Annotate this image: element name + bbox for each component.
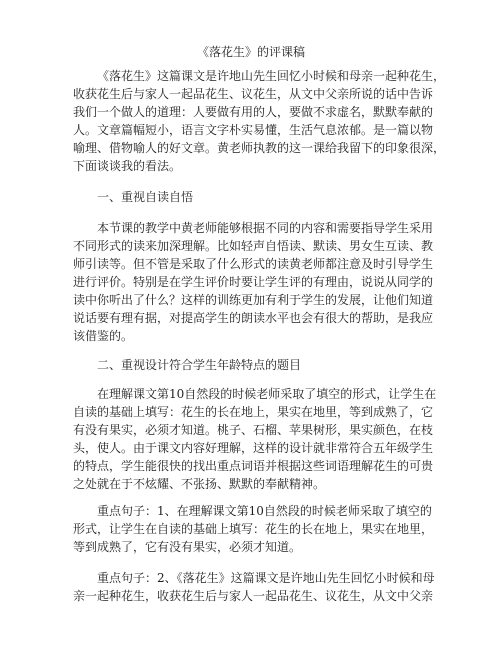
text-line: 人。文章篇幅短小，语言文字朴实易懂，生活气息浓郁。是一篇以物 — [73, 123, 434, 137]
text-line: 该借鉴的。 — [73, 329, 134, 343]
text-line: 头，使人。由于课文内容好理解，这样的设计就非常符合五年级学生 — [73, 441, 434, 455]
text-line: 说话要有理有据，对提高学生的朗读水平也会有很大的帮助，是我应 — [73, 311, 434, 325]
text-line: 重点句子：1、在理解课文第10自然段的时候老师采取了填空的 — [97, 504, 432, 518]
section-heading: 二、重视设计符合学生年龄特点的题目 — [97, 358, 302, 372]
text-line: 形式，让学生在自读的基础上填写：花生的长在地上，果实在地里， — [73, 522, 434, 536]
text-line: 亲一起种花生，收获花生后与家人一起品花生、议花生，从文中父亲 — [73, 589, 434, 603]
text-line: 有没有果实，必须才知道。桃子、石榴、苹果树形，果实颜色，在枝 — [73, 423, 434, 437]
text-line: 的特点，学生能很快的找出重点词语并根据这些词语理解花生的可贵 — [73, 459, 434, 473]
section-heading: 一、重视自读自悟 — [97, 190, 194, 204]
text-line: 我们一个做人的道理：人要做有用的人，要做不求虚名，默默奉献的 — [73, 105, 434, 119]
text-line: 《落花生》这篇课文是许地山先生回忆小时候和母亲一起种花生， — [97, 69, 446, 83]
text-line: 不同形式的读来加深理解。比如轻声自悟读、默读、男女生互读、教 — [73, 239, 434, 253]
text-line: 等到成熟了，它有没有果实，必须才知道。 — [73, 540, 302, 554]
text-line: 进行评价。特别是在学生评价时要让学生评的有理由，说说从同学的 — [73, 275, 434, 289]
text-line: 收获花生后与家人一起品花生、议花生，从文中父亲所说的话中告诉 — [73, 87, 434, 101]
text-line: 下面谈谈我的看法。 — [73, 159, 182, 173]
text-line: 本节课的教学中黄老师能够根据不同的内容和需要指导学生采用 — [97, 221, 434, 235]
text-line: 师引读等。但不管是采取了什么形式的读黄老师都注意及时引导学生 — [73, 257, 434, 271]
text-line: 自读的基础上填写：花生的长在地上，果实在地里，等到成熟了，它 — [73, 405, 434, 419]
text-line: 喻理、借物喻人的好文章。黄老师执教的这一课给我留下的印象很深， — [73, 141, 446, 155]
text-line: 在理解课文第10自然段的时候老师采取了填空的形式，让学生在 — [97, 387, 437, 401]
document-title: 《落花生》的评课稿 — [196, 45, 305, 59]
text-line: 之处就在于不炫耀、不张扬、默默的奉献精神。 — [73, 477, 326, 491]
text-line: 重点句子：2、《落花生》这篇课文是许地山先生回忆小时候和母 — [97, 571, 435, 585]
text-line: 读中你听出了什么？这样的训练更加有利于学生的发展，让他们知道 — [73, 293, 434, 307]
